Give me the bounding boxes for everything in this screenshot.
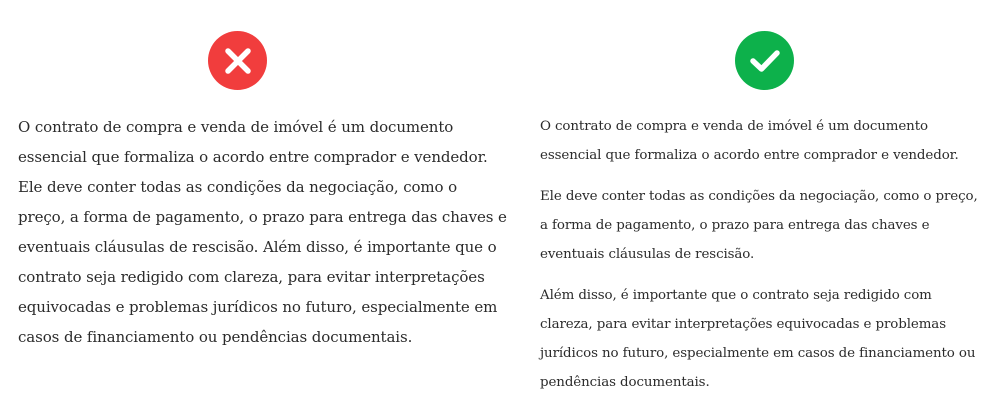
bad-example-column [18, 0, 508, 415]
bad-example-paragraph: O contrato de compra e venda de imóvel é um documento essencial que formaliza o acordo entre comprador e vendedor. Ele deve conter todas as condições da negociação, como o preço, a forma de pagamento, o prazo para entrega das chaves e eventuais cláusulas de rescisão. Além disso, é importante que o contrato seja redigido com clareza, para evitar interpretações equivocadas e problemas jurídicos no futuro, especialmente em casos de financiamento ou pendências documentais. [18, 118, 507, 346]
bad-example-text [18, 112, 508, 352]
x-mark-glyph [223, 46, 253, 76]
good-example-paragraph-3: Além disso, é importante que o contrato seja redigido com clareza, para evitar interpretações equivocadas e problemas jurídicos no futuro, especialmente em casos de financiamento ou pendências documentais. [540, 288, 976, 390]
good-example-paragraph-1: O contrato de compra e venda de imóvel é um documento essencial que formaliza o acordo entre comprador e vendedor. [540, 119, 959, 163]
check-mark-glyph [748, 47, 782, 75]
good-example-text [540, 112, 980, 409]
check-mark-icon [735, 31, 794, 90]
good-example-paragraph-2: Ele deve conter todas as condições da negociação, como o preço, a forma de pagamento, o prazo para entrega das chaves e eventuais cláusulas de rescisão. [540, 189, 978, 262]
x-mark-icon [208, 31, 267, 90]
good-example-column [540, 0, 980, 415]
